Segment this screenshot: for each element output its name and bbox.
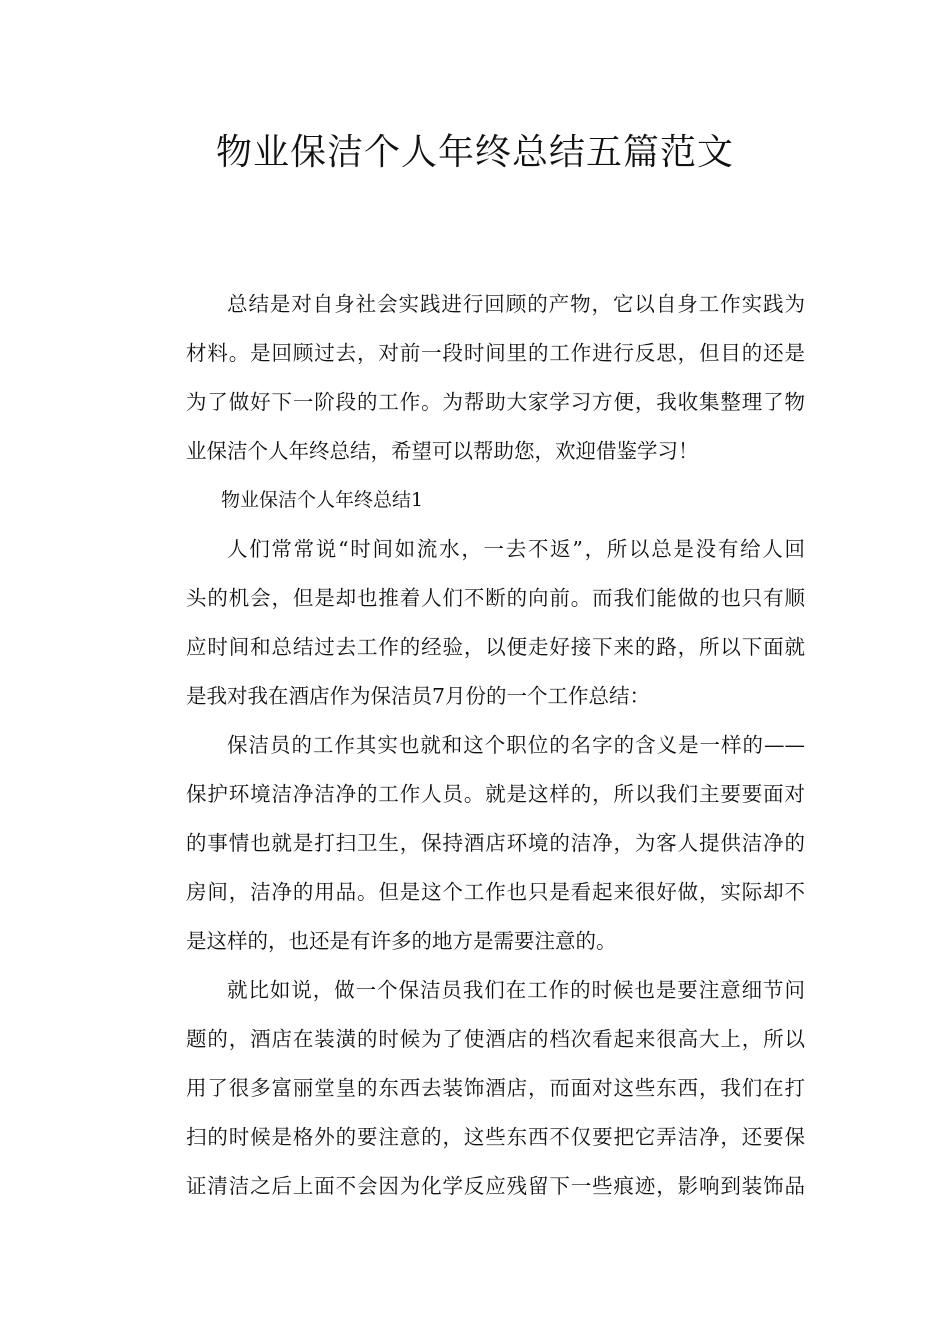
text-line: 总结是对自身社会实践进行回顾的产物，它以自身工作实践为 [227,292,805,316]
text-line: 是我对我在酒店作为保洁员7月份的一个工作总结： [186,684,651,708]
text-line: 人们常常说“时间如流水，一去不返”，所以总是没有给人回 [227,537,805,561]
text-line: 头的机会，但是却也推着人们不断的向前。而我们能做的也只有顺 [186,586,805,610]
document-title: 物业保洁个人年终总结五篇范文 [215,132,734,173]
text-line: 的事情也就是打扫卫生，保持酒店环境的洁净，为客人提供洁净的 [186,831,805,855]
text-line: 扫的时候是格外的要注意的，这些东西不仅要把它弄洁净，还要保 [186,1125,805,1149]
text-line: 题的，酒店在装潢的时候为了使酒店的档次看起来很高大上，所以 [186,1027,805,1051]
text-line: 为了做好下一阶段的工作。为帮助大家学习方便，我收集整理了物 [186,390,805,414]
intro-paragraph [145,280,805,476]
text-line: 物业保洁个人年终总结1 [221,489,424,511]
text-line: 房间，洁净的用品。但是这个工作也只是看起来很好做，实际却不 [186,880,805,904]
text-line: 证清洁之后上面不会因为化学反应残留下一些痕迹，影响到装饰品 [186,1174,805,1198]
body-paragraph [145,525,805,721]
text-line: 就比如说，做一个保洁员我们在工作的时候也是要注意细节问 [227,978,805,1002]
text-line: 应时间和总结过去工作的经验，以便走好接下来的路，所以下面就 [186,635,805,659]
text-line: 是这样的，也还是有许多的地方是需要注意的。 [186,929,617,953]
section-heading [145,476,805,525]
text-line: 保洁员的工作其实也就和这个职位的名字的含义是一样的—— [227,733,805,757]
text-line: 材料。是回顾过去，对前一段时间里的工作进行反思，但目的还是 [186,341,805,365]
body-paragraph [145,721,805,966]
text-line: 用了很多富丽堂皇的东西去装饰酒店，而面对这些东西，我们在打 [186,1076,805,1100]
text-line: 业保洁个人年终总结，希望可以帮助您，欢迎借鉴学习！ [186,439,699,463]
text-line: 保护环境洁净洁净的工作人员。就是这样的，所以我们主要要面对 [186,782,805,806]
document-body [145,280,805,1211]
body-paragraph [145,966,805,1211]
